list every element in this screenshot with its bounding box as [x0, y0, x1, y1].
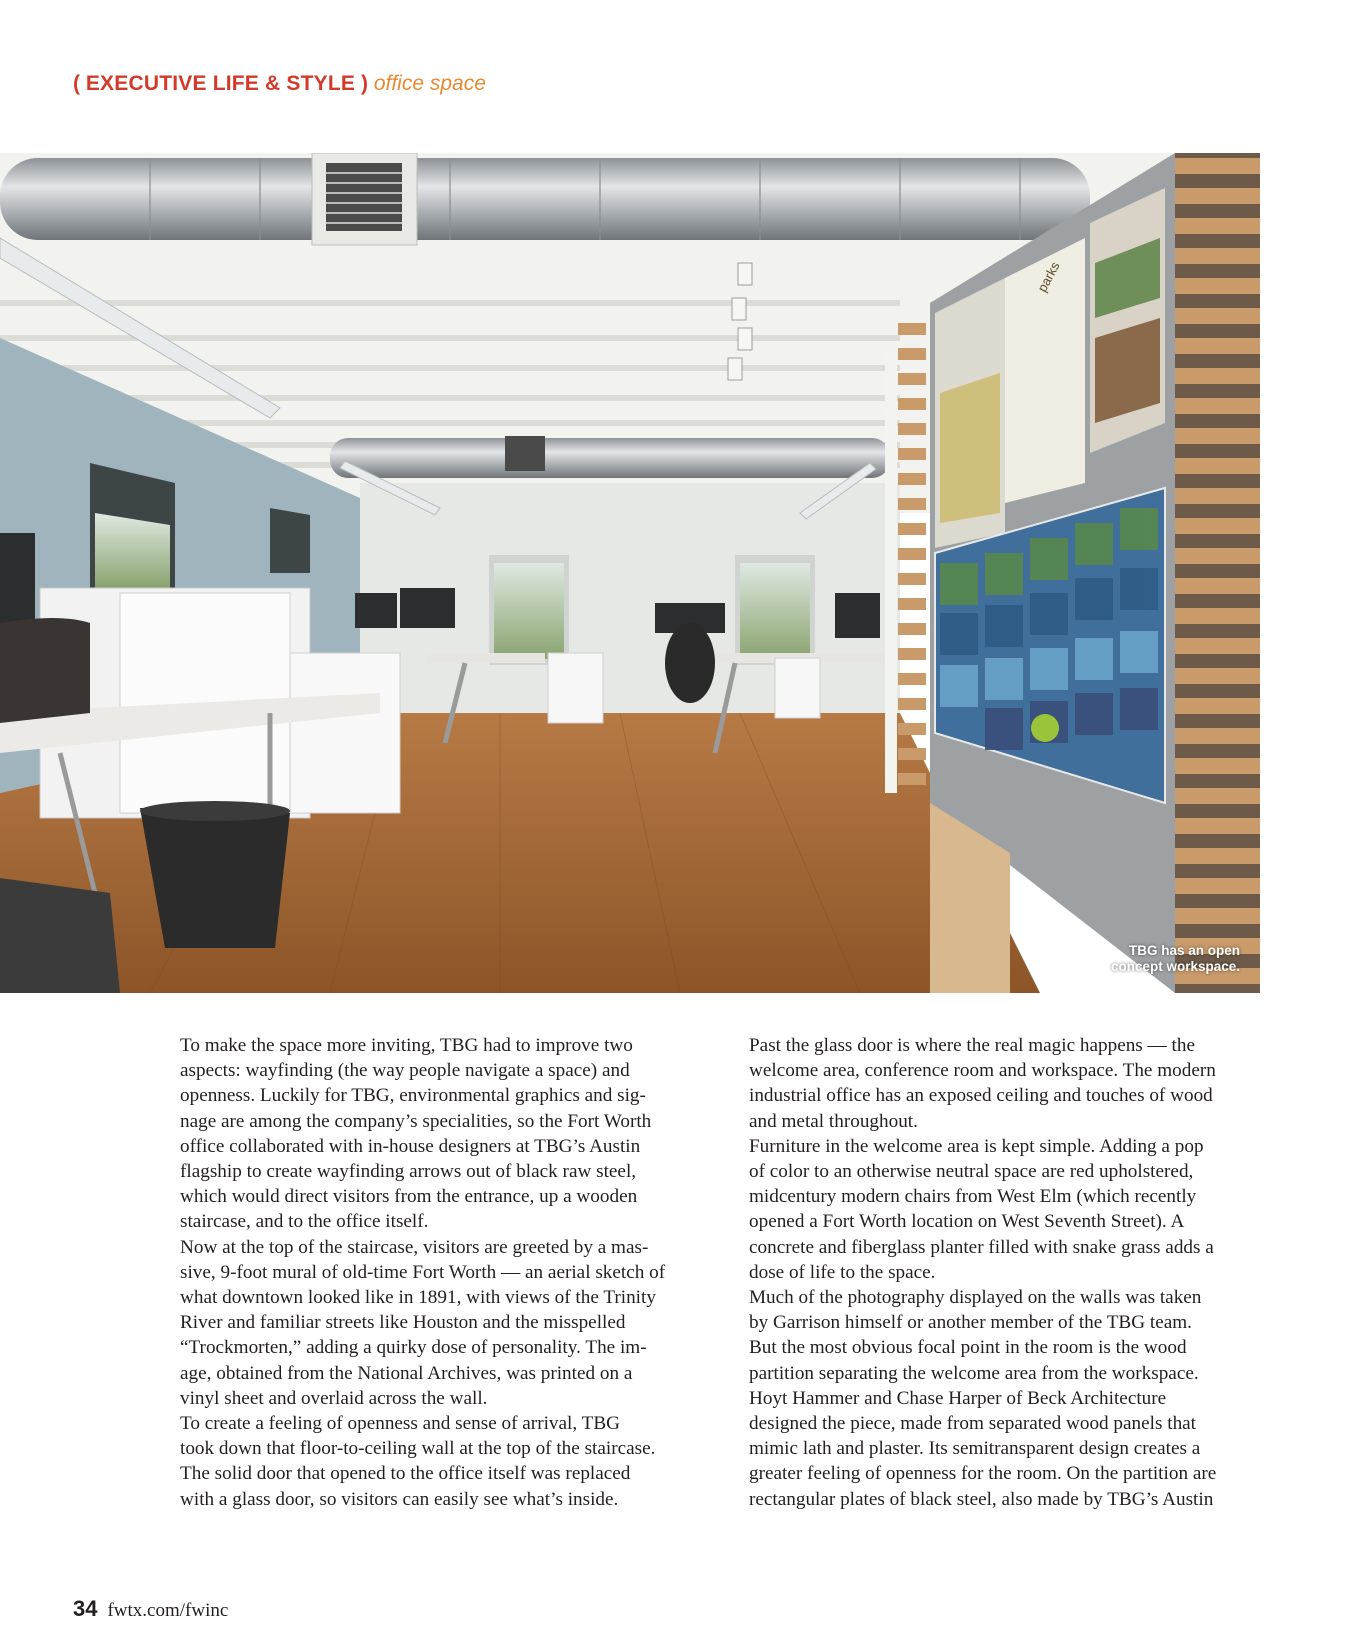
- photo-caption-line-2: concept workspace.: [1110, 959, 1240, 974]
- text-line: vinyl sheet and overlaid across the wall.: [180, 1387, 488, 1409]
- header-close-paren: ): [360, 72, 368, 95]
- photo-caption: [1111, 943, 1240, 975]
- paragraph: [729, 1033, 1262, 1134]
- paragraph: [160, 1411, 690, 1512]
- office-photo: [0, 153, 1260, 993]
- text-line: But the most obvious focal point in the room is the wood: [749, 1337, 1187, 1359]
- text-line: To create a feeling of openness and sense of arrival, TBG: [180, 1413, 620, 1435]
- subsection-title: office space: [373, 72, 486, 95]
- paragraph: [160, 1235, 690, 1411]
- text-line: Furniture in the welcome area is kept simple. Adding a pop: [749, 1135, 1204, 1157]
- text-line: Now at the top of the staircase, visitors are greeted by a mas-: [180, 1236, 649, 1258]
- text-line: of color to an otherwise neutral space are red upholstered,: [749, 1161, 1194, 1183]
- text-line: took down that floor-to-ceiling wall at the top of the staircase.: [180, 1438, 656, 1460]
- page-number: 34: [73, 1596, 98, 1621]
- paragraph: [729, 1285, 1262, 1512]
- text-line: what downtown looked like in 1891, with views of the Trinity: [180, 1287, 656, 1309]
- text-line: staircase, and to the office itself.: [180, 1211, 429, 1233]
- text-line: designed the piece, made from separated wood panels that: [749, 1413, 1197, 1435]
- board-text: parks: [1034, 259, 1063, 295]
- text-line: partition separating the welcome area from the workspace.: [749, 1362, 1199, 1384]
- text-line: by Garrison himself or another member of the TBG team.: [749, 1312, 1192, 1334]
- text-line: aspects: wayfinding (the way people navigate a space) and: [180, 1060, 630, 1082]
- text-line: opened a Fort Worth location on West Seventh Street). A: [749, 1211, 1185, 1233]
- text-line: River and familiar streets like Houston and the misspelled: [180, 1312, 626, 1334]
- text-line: openness. Luckily for TBG, environmental graphics and sig-: [180, 1085, 646, 1107]
- office-photo-illustration: [0, 153, 1260, 993]
- text-line: industrial office has an exposed ceiling and touches of wood: [749, 1085, 1213, 1107]
- text-line: rectangular plates of black steel, also made by TBG’s Austin: [749, 1488, 1214, 1510]
- page-footer: [73, 1596, 228, 1622]
- text-line: Much of the photography displayed on the walls was taken: [749, 1287, 1202, 1309]
- paragraph: [729, 1134, 1262, 1285]
- text-line: Hoyt Hammer and Chase Harper of Beck Architecture: [749, 1387, 1167, 1409]
- text-line: and metal throughout.: [749, 1110, 918, 1132]
- text-line: with a glass door, so visitors can easily see what’s inside.: [180, 1488, 619, 1510]
- header-open-paren: (: [73, 72, 80, 95]
- text-line: office collaborated with in-house designers at TBG’s Austin: [180, 1135, 641, 1157]
- text-line: To make the space more inviting, TBG had to improve two: [180, 1035, 633, 1056]
- text-line: greater feeling of openness for the room. On the partition are: [749, 1463, 1217, 1485]
- footer-url: fwtx.com/fwinc: [107, 1600, 229, 1621]
- text-line: “Trockmorten,” adding a quirky dose of personality. The im-: [180, 1337, 647, 1359]
- photo-caption-line-1: TBG has an open: [1128, 943, 1240, 958]
- text-line: nage are among the company’s specialities, so the Fort Worth: [180, 1110, 652, 1132]
- text-line: welcome area, conference room and workspace. The modern: [749, 1060, 1216, 1082]
- paragraph: [160, 1033, 690, 1235]
- text-line: which would direct visitors from the entrance, up a wooden: [180, 1186, 638, 1208]
- text-line: dose of life to the space.: [749, 1261, 936, 1283]
- text-line: concrete and fiberglass planter filled with snake grass adds a: [749, 1236, 1214, 1258]
- section-title: EXECUTIVE LIFE & STYLE: [85, 72, 356, 95]
- right-text-column: [729, 1033, 1262, 1512]
- text-line: Past the glass door is where the real magic happens — the: [749, 1035, 1195, 1056]
- text-line: sive, 9-foot mural of old-time Fort Worth — an aerial sketch of: [180, 1261, 666, 1283]
- section-header: [73, 72, 486, 96]
- text-line: age, obtained from the National Archives, was printed on a: [180, 1362, 633, 1384]
- left-text-column: [160, 1033, 690, 1512]
- text-line: flagship to create wayfinding arrows out of black raw steel,: [180, 1161, 637, 1183]
- text-line: The solid door that opened to the office itself was replaced: [180, 1463, 631, 1485]
- text-line: midcentury modern chairs from West Elm (which recently: [749, 1186, 1197, 1208]
- text-line: mimic lath and plaster. Its semitransparent design creates a: [749, 1438, 1201, 1460]
